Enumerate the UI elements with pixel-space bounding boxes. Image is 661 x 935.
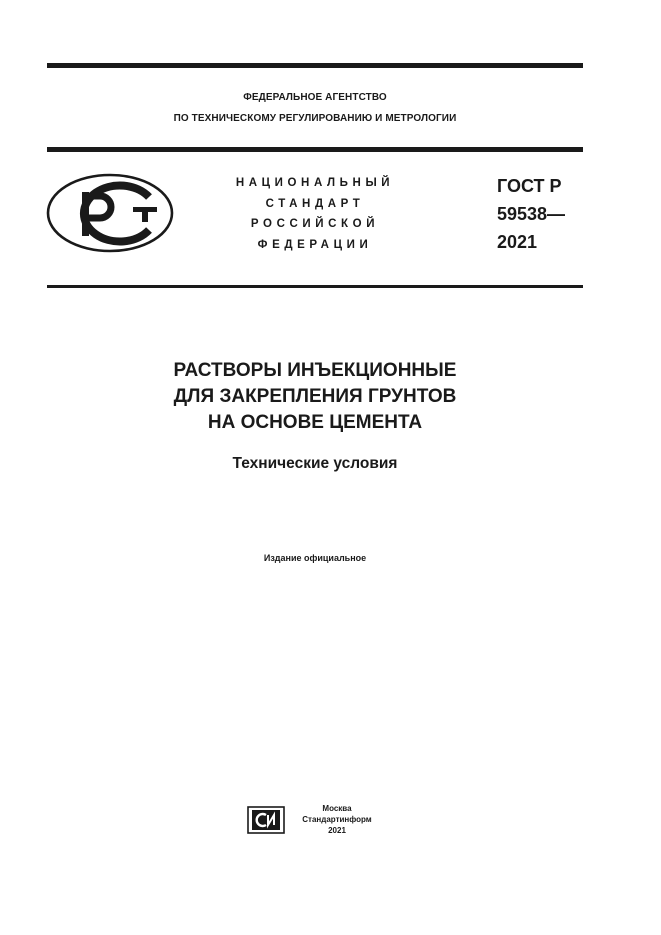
document-title [47,358,583,436]
gost-r-logo-icon [45,172,175,254]
middle-rule [47,147,583,152]
edition-label: Издание официальное [263,553,367,563]
gost-number-line: 2021 [497,232,538,252]
publisher-year: 2021 [328,826,346,835]
gost-number [497,172,565,256]
national-line: ФЕДЕРАЦИИ [257,238,373,251]
national-line: СТАНДАРТ [265,197,365,210]
publisher-name: Стандартинформ [302,815,372,824]
title-line: ДЛЯ ЗАКРЕПЛЕНИЯ ГРУНТОВ [173,386,457,407]
document-subtitle: Технические условия [232,455,398,472]
title-line: РАСТВОРЫ ИНЪЕКЦИОННЫЕ [173,360,457,381]
gost-number-line: ГОСТ Р [497,176,562,196]
publisher-imprint [292,803,382,836]
national-standard-label [215,173,415,255]
national-line: НАЦИОНАЛЬНЫЙ [235,177,395,189]
gost-number-line: 59538— [497,204,566,224]
standartinform-logo-icon [247,806,285,834]
bottom-rule [47,285,583,288]
publisher-city: Москва [322,804,352,813]
agency-line-2: ПО ТЕХНИЧЕСКОМУ РЕГУЛИРОВАНИЮ И МЕТРОЛОГИИ [173,113,457,124]
agency-line-1: ФЕДЕРАЛЬНОЕ АГЕНТСТВО [243,92,387,103]
top-rule [47,63,583,68]
title-line: НА ОСНОВЕ ЦЕМЕНТА [207,412,423,433]
national-line: РОССИЙСКОЙ [250,218,380,230]
